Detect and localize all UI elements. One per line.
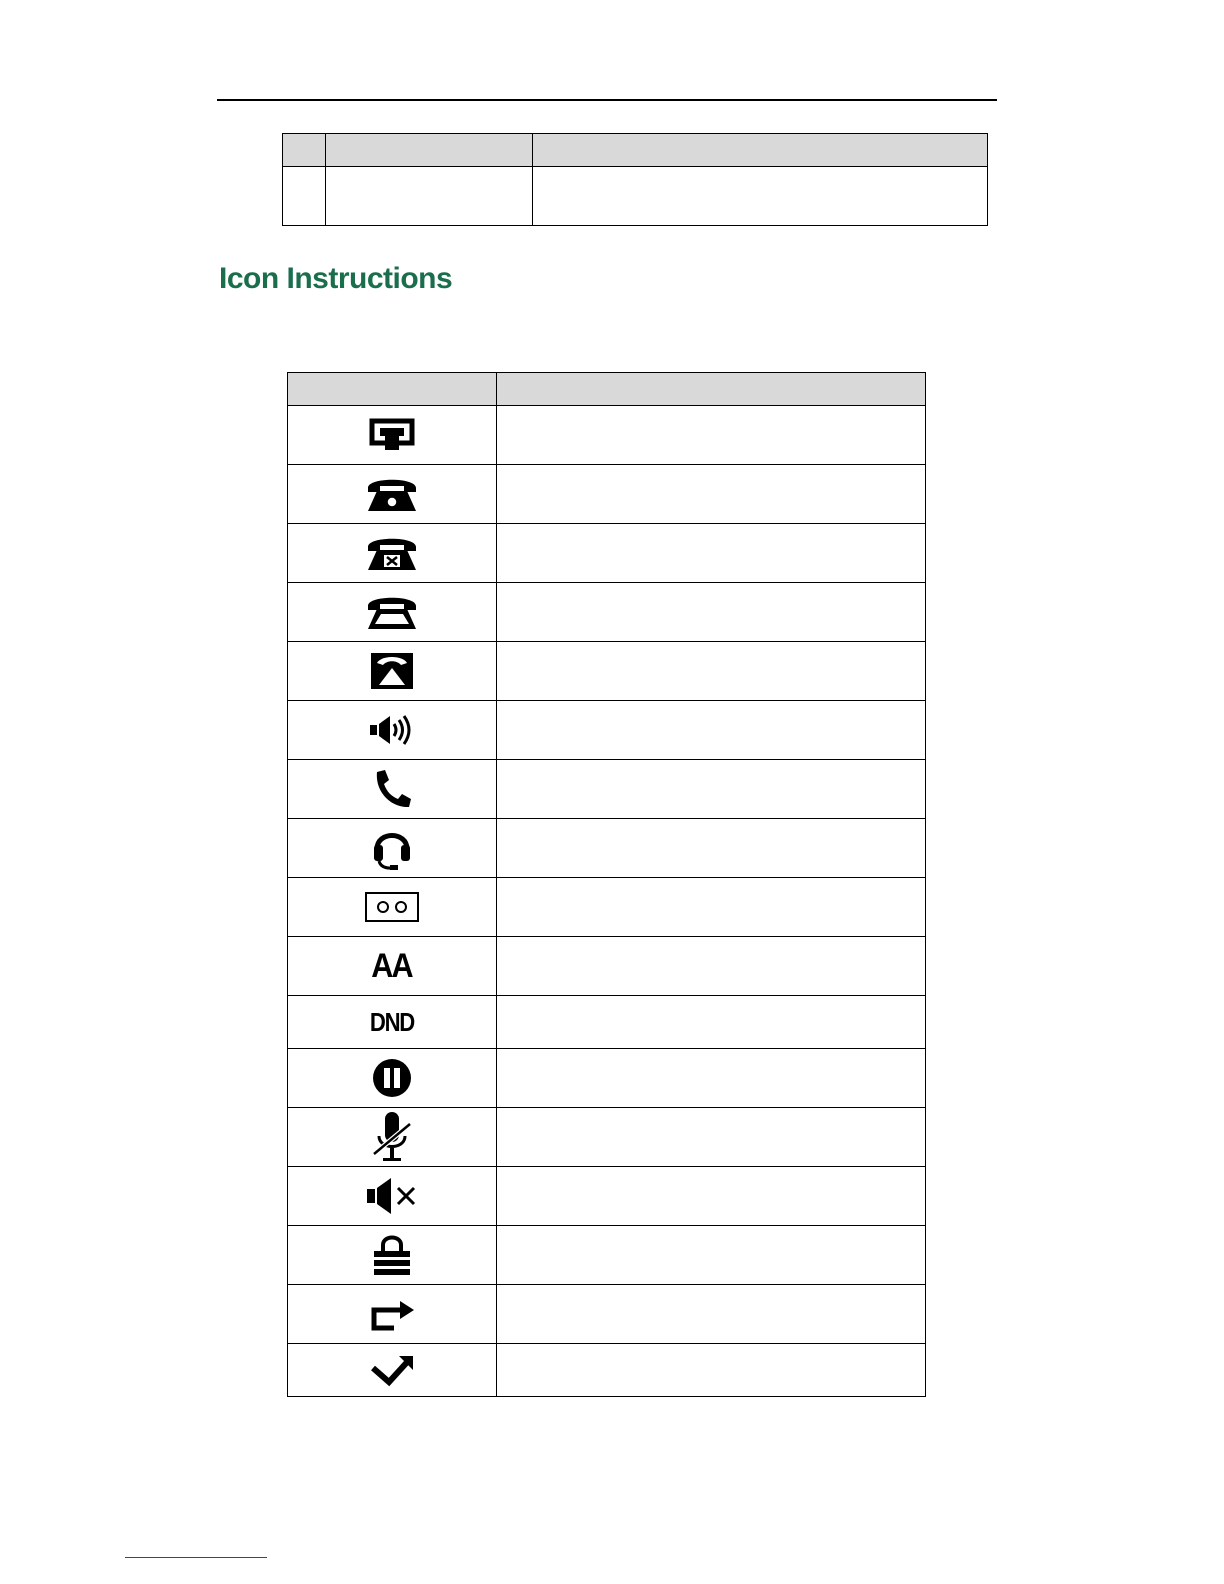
table-row <box>288 701 926 760</box>
icon-table-header-row <box>288 373 926 406</box>
table-row <box>283 167 988 226</box>
volume-mute-icon <box>365 1176 419 1216</box>
network-port-icon <box>369 418 415 452</box>
voicemail-icon <box>364 891 420 923</box>
icon-description <box>497 583 926 642</box>
phone-incoming-icon <box>369 651 415 691</box>
icon-description <box>497 1285 926 1344</box>
speakerphone-icon <box>368 710 416 750</box>
call-received-icon <box>369 1352 415 1388</box>
icon-description <box>497 1167 926 1226</box>
icon-description <box>497 701 926 760</box>
keypad-lock-icon <box>371 1233 413 1277</box>
icon-column-header <box>288 373 497 406</box>
table-row <box>288 878 926 937</box>
table-row <box>288 642 926 701</box>
icon-description <box>497 819 926 878</box>
icon-description <box>497 1049 926 1108</box>
table-row <box>288 819 926 878</box>
table-cell <box>326 167 533 226</box>
table-cell <box>283 167 326 226</box>
icon-description <box>497 1344 926 1397</box>
table-row <box>288 465 926 524</box>
table-row <box>288 583 926 642</box>
icon-description <box>497 1226 926 1285</box>
icon-description <box>497 760 926 819</box>
icon-description <box>497 524 926 583</box>
icon-description <box>497 878 926 937</box>
top-table <box>282 133 988 226</box>
icon-description <box>497 996 926 1049</box>
table-row <box>288 1108 926 1167</box>
hold-icon <box>371 1057 413 1099</box>
call-forward-icon <box>368 1294 416 1334</box>
icon-table <box>287 372 926 1397</box>
top-table-header-cell <box>326 134 533 167</box>
description-column-header <box>497 373 926 406</box>
dnd-icon: DND <box>369 1007 415 1037</box>
top-table-header-cell <box>533 134 988 167</box>
icon-description <box>497 937 926 996</box>
table-row <box>288 524 926 583</box>
table-row <box>288 1344 926 1397</box>
header-rule <box>217 99 997 101</box>
icon-description <box>497 1108 926 1167</box>
table-cell <box>533 167 988 226</box>
icon-description <box>497 465 926 524</box>
table-row <box>288 1049 926 1108</box>
icon-description <box>497 642 926 701</box>
icon-description <box>497 406 926 465</box>
table-row <box>288 1285 926 1344</box>
table-row <box>288 1167 926 1226</box>
table-row <box>288 996 926 1049</box>
top-table-header-cell <box>283 134 326 167</box>
phone-handset-icon <box>365 593 419 631</box>
auto-answer-icon: AA <box>371 947 413 985</box>
headset-icon <box>371 825 413 871</box>
mute-icon <box>370 1110 414 1164</box>
section-title: Icon Instructions <box>219 262 453 295</box>
phone-register-failed-icon <box>365 534 419 572</box>
handset-icon <box>371 768 413 810</box>
table-row <box>288 1226 926 1285</box>
top-table-header-row <box>283 134 988 167</box>
footer-link-underline[interactable] <box>125 1557 267 1558</box>
table-row <box>288 760 926 819</box>
phone-registered-icon <box>365 475 419 513</box>
table-row <box>288 406 926 465</box>
table-row <box>288 937 926 996</box>
